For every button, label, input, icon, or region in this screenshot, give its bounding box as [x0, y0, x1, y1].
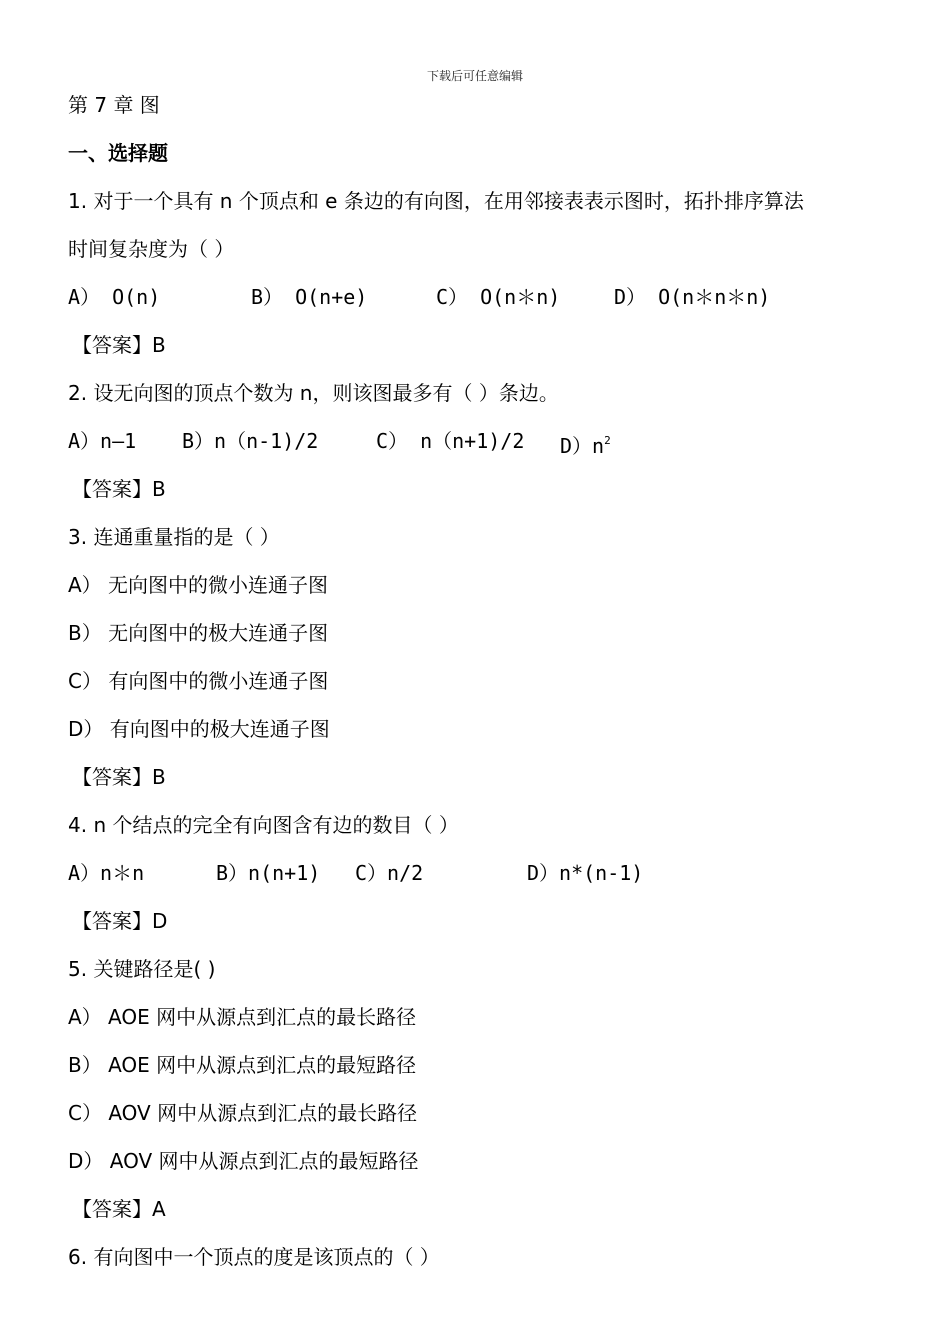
option-b: B）n（n-1)/2 — [182, 429, 319, 453]
question-5-option-c: C） AOV 网中从源点到汇点的最长路径 — [68, 1101, 418, 1125]
option-d-superscript: 2 — [604, 434, 611, 447]
option-c: C） O(n＊n) — [436, 285, 561, 309]
question-5-option-d: D） AOV 网中从源点到汇点的最短路径 — [68, 1149, 419, 1173]
question-2-answer: 【答案】B — [72, 477, 166, 501]
option-d: D）n*(n-1) — [527, 861, 644, 885]
question-3-stem: 3. 连通重量指的是（ ） — [68, 525, 280, 549]
question-3-option-c: C） 有向图中的微小连通子图 — [68, 669, 329, 693]
question-1-stem: 1. 对于一个具有 n 个顶点和 e 条边的有向图，在用邻接表表示图时，拓扑排序算法 — [68, 189, 804, 213]
question-5-option-b: B） AOE 网中从源点到汇点的最短路径 — [68, 1053, 417, 1077]
question-4-stem: 4. n 个结点的完全有向图含有边的数目（ ） — [68, 813, 459, 837]
question-3-option-a: A） 无向图中的微小连通子图 — [68, 573, 329, 597]
question-1-answer: 【答案】B — [72, 333, 166, 357]
question-4-answer: 【答案】D — [72, 909, 168, 933]
question-3-option-b: B） 无向图中的极大连通子图 — [68, 621, 329, 645]
question-1-stem-continued: 时间复杂度为（ ） — [68, 237, 235, 261]
option-b: B）n(n+1) — [216, 861, 321, 885]
option-b: B） O(n+e) — [251, 285, 368, 309]
question-3-answer: 【答案】B — [72, 765, 166, 789]
question-3-option-d: D） 有向图中的极大连通子图 — [68, 717, 330, 741]
chapter-title: 第 7 章 图 — [68, 93, 160, 117]
question-5-option-a: A） AOE 网中从源点到汇点的最长路径 — [68, 1005, 417, 1029]
question-5-answer: 【答案】A — [72, 1197, 166, 1221]
option-c: C）n/2 — [355, 861, 424, 885]
option-d: D） O(n＊n＊n) — [614, 285, 771, 309]
page-header-note: 下载后可任意编辑 — [426, 69, 523, 83]
option-a: A）n＊n — [68, 861, 145, 885]
option-a: A）n—1 — [68, 429, 137, 453]
question-2-stem: 2. 设无向图的顶点个数为 n，则该图最多有（ ）条边。 — [68, 381, 559, 405]
question-5-stem: 5. 关键路径是( ) — [68, 957, 216, 981]
option-d-text: D）n — [560, 434, 605, 458]
question-6-stem: 6. 有向图中一个顶点的度是该顶点的（ ） — [68, 1245, 440, 1269]
option-c: C） n（n+1)/2 — [376, 429, 525, 453]
option-a: A） O(n) — [68, 285, 161, 309]
option-d — [560, 428, 611, 459]
section-title: 一、选择题 — [68, 141, 168, 165]
